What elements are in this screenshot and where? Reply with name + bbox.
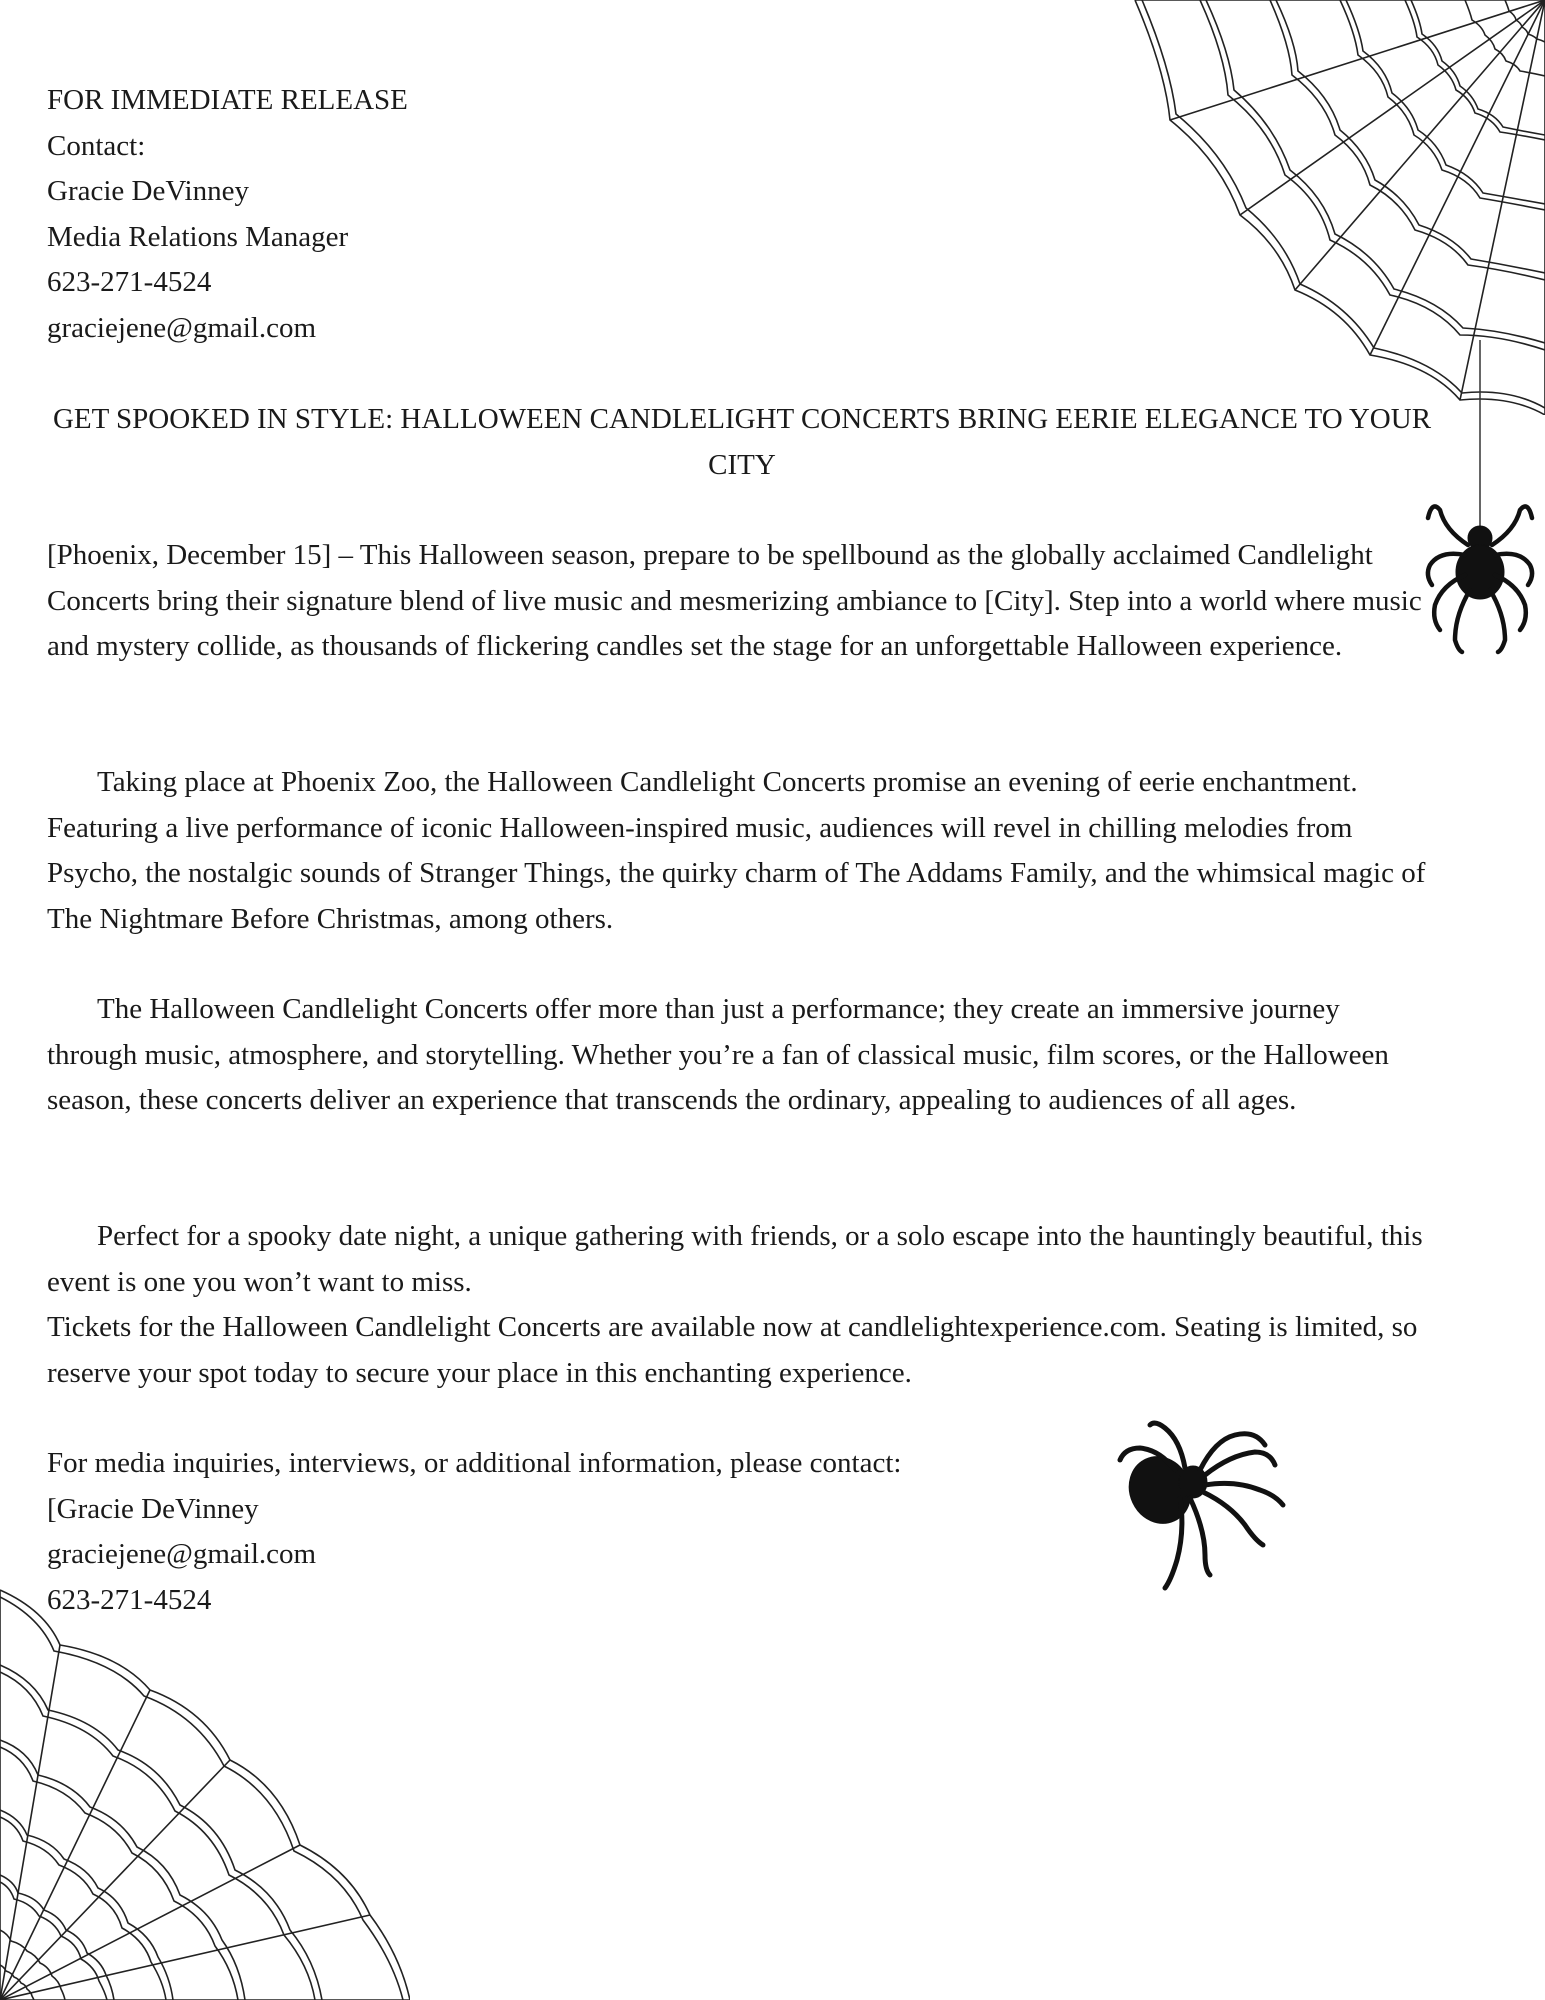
headline: GET SPOOKED IN STYLE: HALLOWEEN CANDLELIGHT CONCERTS BRING EERIE ELEGANCE TO YOUR CITY <box>52 403 1432 481</box>
body-paragraph-3: The Halloween Candlelight Concerts offer more than just a performance; they create an immersive journey through music, atmosphere, and storytelling. Whether you’re a fan of classical music, film scores, or the Halloween season, these concerts deliver an experience that transcends the ordinary, appealing to audiences of all ages. <box>47 993 1389 1116</box>
inquiries-label: For media inquiries, interviews, or additional information, please contact: <box>47 1447 902 1479</box>
contact-email: graciejene@gmail.com <box>47 311 317 344</box>
hanging-spider-icon <box>1420 340 1545 660</box>
inquiries-name: [Gracie DeVinney <box>47 1492 259 1525</box>
inquiries-email: graciejene@gmail.com <box>47 1538 317 1570</box>
inquiries-phone: 623-271-4524 <box>47 1583 212 1616</box>
release-label: FOR IMMEDIATE RELEASE <box>47 84 408 116</box>
body-paragraph-2: Taking place at Phoenix Zoo, the Halloween Candlelight Concerts promise an evening of eerie enchantment. Featuring a live performance of iconic Halloween-inspired music, audiences will revel in chilling melodies from Psycho, the nostalgic sounds of Stranger Things, the quirky charm of The Addams Family, and the whimsical magic of The Nightmare Before Christmas, among others. <box>47 766 1426 935</box>
contact-title: Media Relations Manager <box>47 220 349 253</box>
contact-name: Gracie DeVinney <box>47 175 249 207</box>
body-paragraph-1: [Phoenix, December 15] – This Halloween season, prepare to be spellbound as the globally acclaimed Candlelight Concerts bring their signature blend of live music and mesmerizing ambiance to [City]. Step into a world where music and mystery collide, as thousands of flickering candles set the stage for an unforgettable Halloween experience. <box>47 539 1422 662</box>
body-paragraph-4: Perfect for a spooky date night, a unique gathering with friends, or a solo escape into the hauntingly beautiful, this event is one you won’t want to miss. <box>47 1220 1423 1298</box>
contact-label: Contact: <box>47 129 146 162</box>
spider-web-icon <box>0 1585 410 2000</box>
body-paragraph-4-group <box>47 1214 1437 1396</box>
body-paragraph-5: Tickets for the Halloween Candlelight Concerts are available now at candlelightexperience.com. Seating is limited, so reserve your spot today to secure your place in this enchanting experience. <box>47 1311 1418 1389</box>
contact-phone: 623-271-4524 <box>47 266 212 298</box>
spider-icon <box>1105 1410 1290 1595</box>
